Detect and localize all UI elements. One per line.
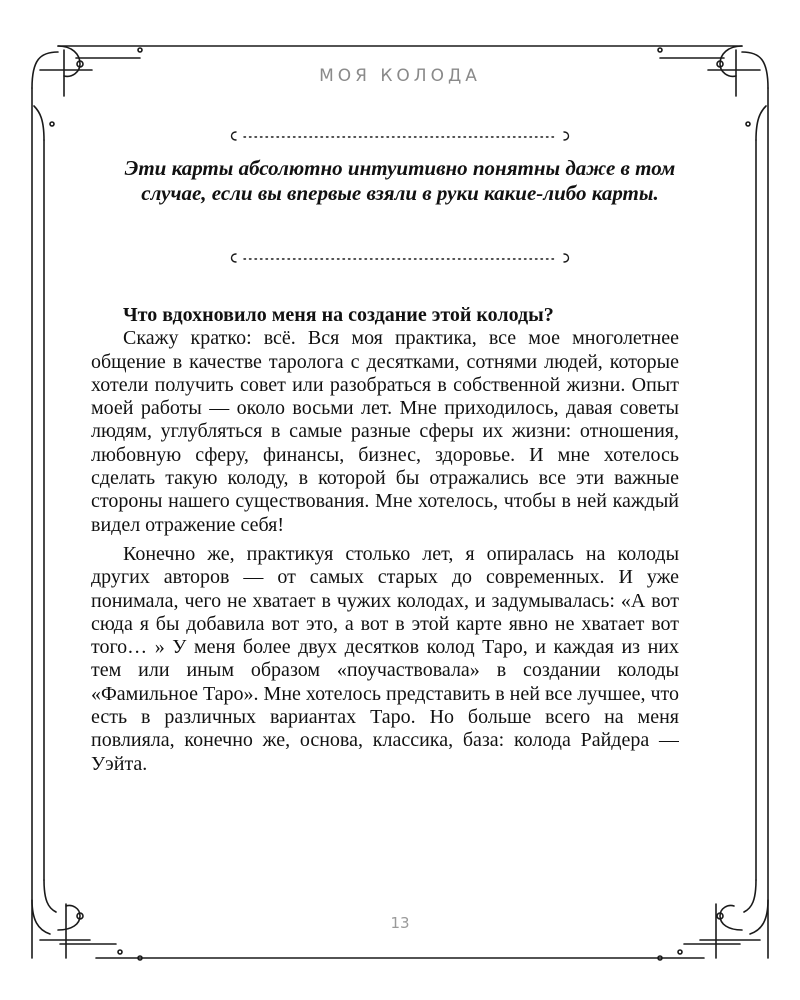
paragraph-1: Скажу кратко: всё. Вся моя практика, все мое многолетнее общение в качестве таролога с десятками, сотнями людей, которые хотели получить совет или разобраться в собственной жизни. Опыт моей работы — около восьми лет. Мне приходилось, давая советы людям, углубляться в самые разные сферы их жизни: отношения, любовную сферу, финансы, бизнес, здоровье. И мне хотелось сделать такую колоду, в которой бы отражались все эти важные стороны нашего существования. Мне хотелось, чтобы в ней каждый видел отражение себя! bbox=[91, 327, 679, 536]
page-number: 13 bbox=[390, 914, 410, 932]
running-header: МОЯ КОЛОДА bbox=[319, 66, 481, 86]
body-text bbox=[91, 304, 679, 884]
section-heading: Что вдохновило меня на создание этой колоды? bbox=[123, 304, 554, 326]
paragraph-2: Конечно же, практикуя столько лет, я опиралась на колоды других авторов — от самых старых до современных. И уже понимала, чего не хватает в чужих колодах, и задумывалась: «А вот сюда я бы добавила вот это, а вот в этой карте явно не хватает вот того… » У меня более двух десятков колод Таро, и каждая из них тем или иным образом «поучаствовала» в создании колоды «Фамильное Таро». Мне хотелось представить в ней все лучшее, что есть в различных вариантах Таро. Но больше всего на меня повлияла, конечно же, основа, классика, база: колода Райдера — Уэйта. bbox=[91, 542, 679, 775]
intro-statement: Эти карты абсолютно интуитивно понятны даже в том случае, если вы впервые взяли в руки какие-либо карты. bbox=[124, 156, 676, 205]
dotted-divider-bottom bbox=[226, 250, 574, 266]
dotted-divider-top bbox=[226, 128, 574, 144]
